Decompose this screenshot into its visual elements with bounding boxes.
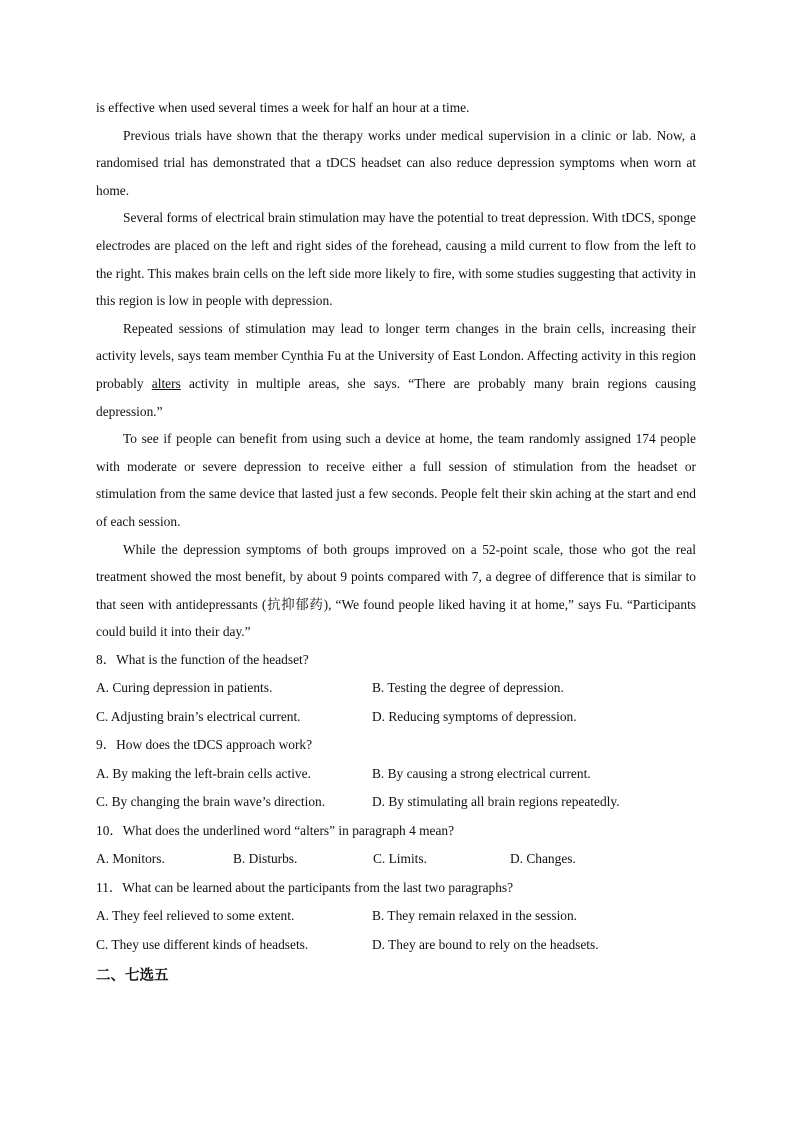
option-row: [96, 788, 696, 817]
question-9: [96, 731, 696, 817]
option-row: [96, 902, 696, 931]
passage-paragraph-0: is effective when used several times a week for half an hour at a time.: [96, 100, 470, 115]
question-10: [96, 817, 696, 874]
option-c[interactable]: C. By changing the brain wave’s direction.: [96, 794, 326, 810]
paragraph-3-text-before: Repeated sessions of stimulation may lead to longer term changes in the brain cells, increasing their activity levels, says team member Cynthia Fu at the University of East London. Affecting activity in this region probably: [96, 320, 696, 391]
option-d[interactable]: D. By stimulating all brain regions repeatedly.: [372, 794, 620, 810]
option-d[interactable]: D. They are bound to rely on the headsets.: [372, 936, 599, 952]
option-a[interactable]: A. They feel relieved to some extent.: [96, 908, 295, 924]
section-heading: 二、七选五: [96, 968, 169, 985]
option-a[interactable]: A. By making the left-brain cells active.: [96, 765, 311, 781]
question-stem: 10．What does the underlined word “alters” in paragraph 4 mean?: [96, 822, 455, 838]
passage-paragraph-3: [96, 315, 696, 425]
underlined-word-alters: alters: [151, 375, 181, 391]
option-c[interactable]: C. They use different kinds of headsets.: [96, 936, 309, 952]
question-11: [96, 874, 696, 960]
option-row: [96, 760, 696, 789]
option-b[interactable]: B. They remain relaxed in the session.: [372, 908, 578, 924]
option-a[interactable]: A. Curing depression in patients.: [96, 680, 273, 696]
question-stem: 11．What can be learned about the participants from the last two paragraphs?: [96, 879, 514, 895]
paragraph-3-text-after: activity in multiple areas, she says. “There are probably many brain regions causing depression.”: [96, 375, 697, 419]
question-stem: 9．How does the tDCS approach work?: [96, 737, 313, 753]
passage-paragraph-1: Previous trials have shown that the therapy works under medical supervision in a clinic or lab. Now, a randomised trial has demonstrated that a tDCS headset can also reduce depression symptoms when worn at home.: [96, 127, 696, 198]
option-c[interactable]: C. Limits.: [373, 851, 427, 867]
option-d[interactable]: D. Changes.: [510, 851, 576, 867]
option-row: [96, 845, 696, 874]
option-c[interactable]: C. Adjusting brain’s electrical current.: [96, 708, 301, 724]
question-8: [96, 646, 696, 732]
option-row: [96, 931, 696, 960]
reading-passage-page: [96, 94, 696, 991]
option-b[interactable]: B. By causing a strong electrical current.: [372, 765, 591, 781]
option-a[interactable]: A. Monitors.: [96, 851, 165, 867]
option-d[interactable]: D. Reducing symptoms of depression.: [372, 708, 577, 724]
passage-paragraph-2: Several forms of electrical brain stimulation may have the potential to treat depression. With tDCS, sponge electrodes are placed on the left and right sides of the forehead, causing a mild current to flow from the left to the right. This makes brain cells on the left side more likely to fire, with some studies suggesting that activity in this region is low in people with depression.: [96, 210, 697, 309]
question-stem: 8．What is the function of the headset?: [96, 651, 309, 667]
option-row: [96, 703, 696, 732]
option-b[interactable]: B. Testing the degree of depression.: [372, 680, 564, 696]
passage-paragraph-4: To see if people can benefit from using such a device at home, the team randomly assigned 174 people with moderate or severe depression to receive either a full session of stimulation from the headset or stimulation from the same device that lasted just a few seconds. People felt their skin aching at the start and end of each session.: [96, 431, 696, 529]
option-row: [96, 674, 696, 703]
option-b[interactable]: B. Disturbs.: [233, 851, 298, 867]
passage-paragraph-5: While the depression symptoms of both groups improved on a 52-point scale, those who got the real treatment showed the most benefit, by about 9 points compared with 7, a degree of difference that is similar to that seen with antidepressants (抗抑郁药), “We found people liked having it at home,” says Fu. “Participants could build it into their day.”: [96, 541, 696, 640]
